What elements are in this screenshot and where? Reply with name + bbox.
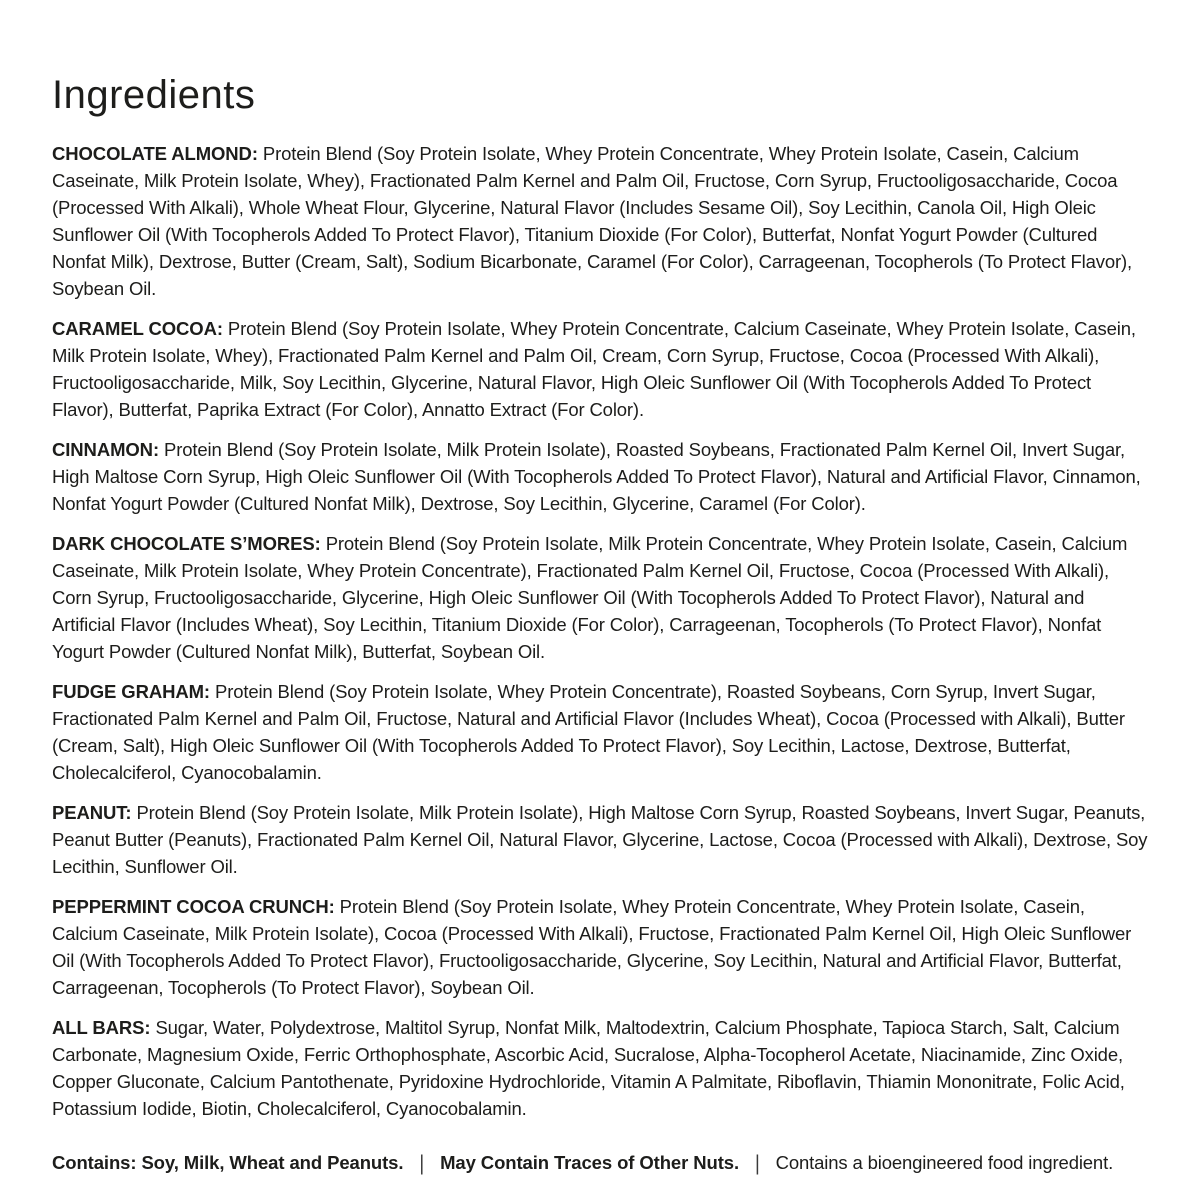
flavor-label: PEPPERMINT COCOA CRUNCH: [52, 896, 335, 917]
separator-pipe: | [419, 1150, 425, 1175]
flavor-ingredients: Sugar, Water, Polydextrose, Maltitol Syrup, Nonfat Milk, Maltodextrin, Calcium Phosphate, Tapioca Starch, Salt, Calcium Carbonate, Magnesium Oxide, Ferric Orthophosphate, Ascorbic Acid, Sucralose, Alpha-Tocopherol Acetate, Niacinamide, Zinc Oxide, Copper Gluconate, Calcium Pantothenate, Pyridoxine Hydrochloride, Vitamin A Palmitate, Riboflavin, Thiamin Mononitrate, Folic Acid, Potassium Iodide, Biotin, Cholecalciferol, Cyanocobalamin. [52, 1017, 1125, 1119]
flavor-label: FUDGE GRAHAM: [52, 681, 210, 702]
flavor-ingredients: Protein Blend (Soy Protein Isolate, Whey Protein Concentrate, Whey Protein Isolate, Casein, Calcium Caseinate, Milk Protein Isolate, Whey), Fractionated Palm Kernel and Palm Oil, Fructose, Corn Syrup, Fructooligosaccharide, Cocoa (Processed With Alkali), Whole Wheat Flour, Glycerine, Natural Flavor (Includes Sesame Oil), Soy Lecithin, Canola Oil, High Oleic Sunflower Oil (With Tocopherols Added To Protect Flavor), Titanium Dioxide (For Color), Butterfat, Nonfat Yogurt Powder (Cultured Nonfat Milk), Dextrose, Butter (Cream, Salt), Sodium Bicarbonate, Caramel (For Color), Carrageenan, Tocopherols (To Protect Flavor), Soybean Oil. [52, 143, 1132, 299]
flavor-label: ALL BARS: [52, 1017, 151, 1038]
ingredient-paragraph-fudge-graham [52, 678, 1150, 786]
flavor-label: PEANUT: [52, 802, 132, 823]
contains-statement: Contains: Soy, Milk, Wheat and Peanuts. [52, 1152, 404, 1173]
flavor-label: CINNAMON: [52, 439, 160, 460]
flavor-ingredients: Protein Blend (Soy Protein Isolate, Whey Protein Concentrate, Whey Protein Isolate, Casein, Calcium Caseinate, Milk Protein Isolate), Cocoa (Processed With Alkali), Fructose, Fractionated Palm Kernel Oil, High Oleic Sunflower Oil (With Tocopherols Added To Protect Flavor), Fructooligosaccharide, Glycerine, Soy Lecithin, Natural and Artificial Flavor, Butterfat, Carrageenan, Tocopherols (To Protect Flavor), Soybean Oil. [52, 896, 1132, 998]
flavor-ingredients: Protein Blend (Soy Protein Isolate, Whey Protein Concentrate), Roasted Soybeans, Corn Syrup, Invert Sugar, Fractionated Palm Kernel and Palm Oil, Fructose, Natural and Artificial Flavor (Includes Wheat), Cocoa (Processed with Alkali), Butter (Cream, Salt), High Oleic Sunflower Oil (With Tocopherols Added To Protect Flavor), Soy Lecithin, Lactose, Dextrose, Butterfat, Cholecalciferol, Cyanocobalamin. [52, 681, 1125, 783]
flavor-ingredients: Protein Blend (Soy Protein Isolate, Milk Protein Concentrate, Whey Protein Isolate, Casein, Calcium Caseinate, Milk Protein Isolate, Whey Protein Concentrate), Fractionated Palm Kernel Oil, Fructose, Cocoa (Processed With Alkali), Corn Syrup, Fructooligosaccharide, Glycerine, High Oleic Sunflower Oil (With Tocopherols Added To Protect Flavor), Natural and Artificial Flavor (Includes Wheat), Soy Lecithin, Titanium Dioxide (For Color), Carrageenan, Tocopherols (To Protect Flavor), Nonfat Yogurt Powder (Cultured Nonfat Milk), Butterfat, Soybean Oil. [52, 533, 1128, 662]
flavor-label: CHOCOLATE ALMOND: [52, 143, 258, 164]
ingredient-paragraph-chocolate-almond [52, 140, 1150, 302]
flavor-label: DARK CHOCOLATE S’MORES: [52, 533, 321, 554]
separator-pipe: | [755, 1150, 760, 1175]
allergen-statement [52, 1149, 1150, 1176]
ingredient-paragraph-peppermint-cocoa-crunch [52, 893, 1150, 1001]
flavor-label: CARAMEL COCOA: [52, 318, 223, 339]
ingredient-paragraph-dark-chocolate-smores [52, 530, 1150, 665]
may-contain-statement: May Contain Traces of Other Nuts. [440, 1152, 740, 1173]
page-title: Ingredients [52, 73, 256, 117]
flavor-ingredients: Protein Blend (Soy Protein Isolate, Milk Protein Isolate), Roasted Soybeans, Fractionated Palm Kernel Oil, Invert Sugar, High Maltose Corn Syrup, High Oleic Sunflower Oil (With Tocopherols Added To Protect Flavor), Natural and Artificial Flavor, Cinnamon, Nonfat Yogurt Powder (Cultured Nonfat Milk), Dextrose, Soy Lecithin, Glycerine, Caramel (For Color). [52, 439, 1141, 514]
ingredient-paragraph-all-bars [52, 1014, 1150, 1122]
ingredient-paragraph-caramel-cocoa [52, 315, 1150, 423]
flavor-ingredients: Protein Blend (Soy Protein Isolate, Whey Protein Concentrate, Calcium Caseinate, Whey Protein Isolate, Casein, Milk Protein Isolate, Whey), Fractionated Palm Kernel and Palm Oil, Cream, Corn Syrup, Fructose, Cocoa (Processed With Alkali), Fructooligosaccharide, Milk, Soy Lecithin, Glycerine, Natural Flavor, High Oleic Sunflower Oil (With Tocopherols Added To Protect Flavor), Butterfat, Paprika Extract (For Color), Annatto Extract (For Color). [52, 318, 1136, 420]
flavor-ingredients: Protein Blend (Soy Protein Isolate, Milk Protein Isolate), High Maltose Corn Syrup, Roasted Soybeans, Invert Sugar, Peanuts, Peanut Butter (Peanuts), Fractionated Palm Kernel Oil, Natural Flavor, Glycerine, Lactose, Cocoa (Processed with Alkali), Dextrose, Soy Lecithin, Sunflower Oil. [52, 802, 1148, 877]
ingredient-paragraph-cinnamon [52, 436, 1150, 517]
ingredient-paragraph-peanut [52, 799, 1150, 880]
bioengineered-statement: Contains a bioengineered food ingredient. [775, 1152, 1114, 1173]
